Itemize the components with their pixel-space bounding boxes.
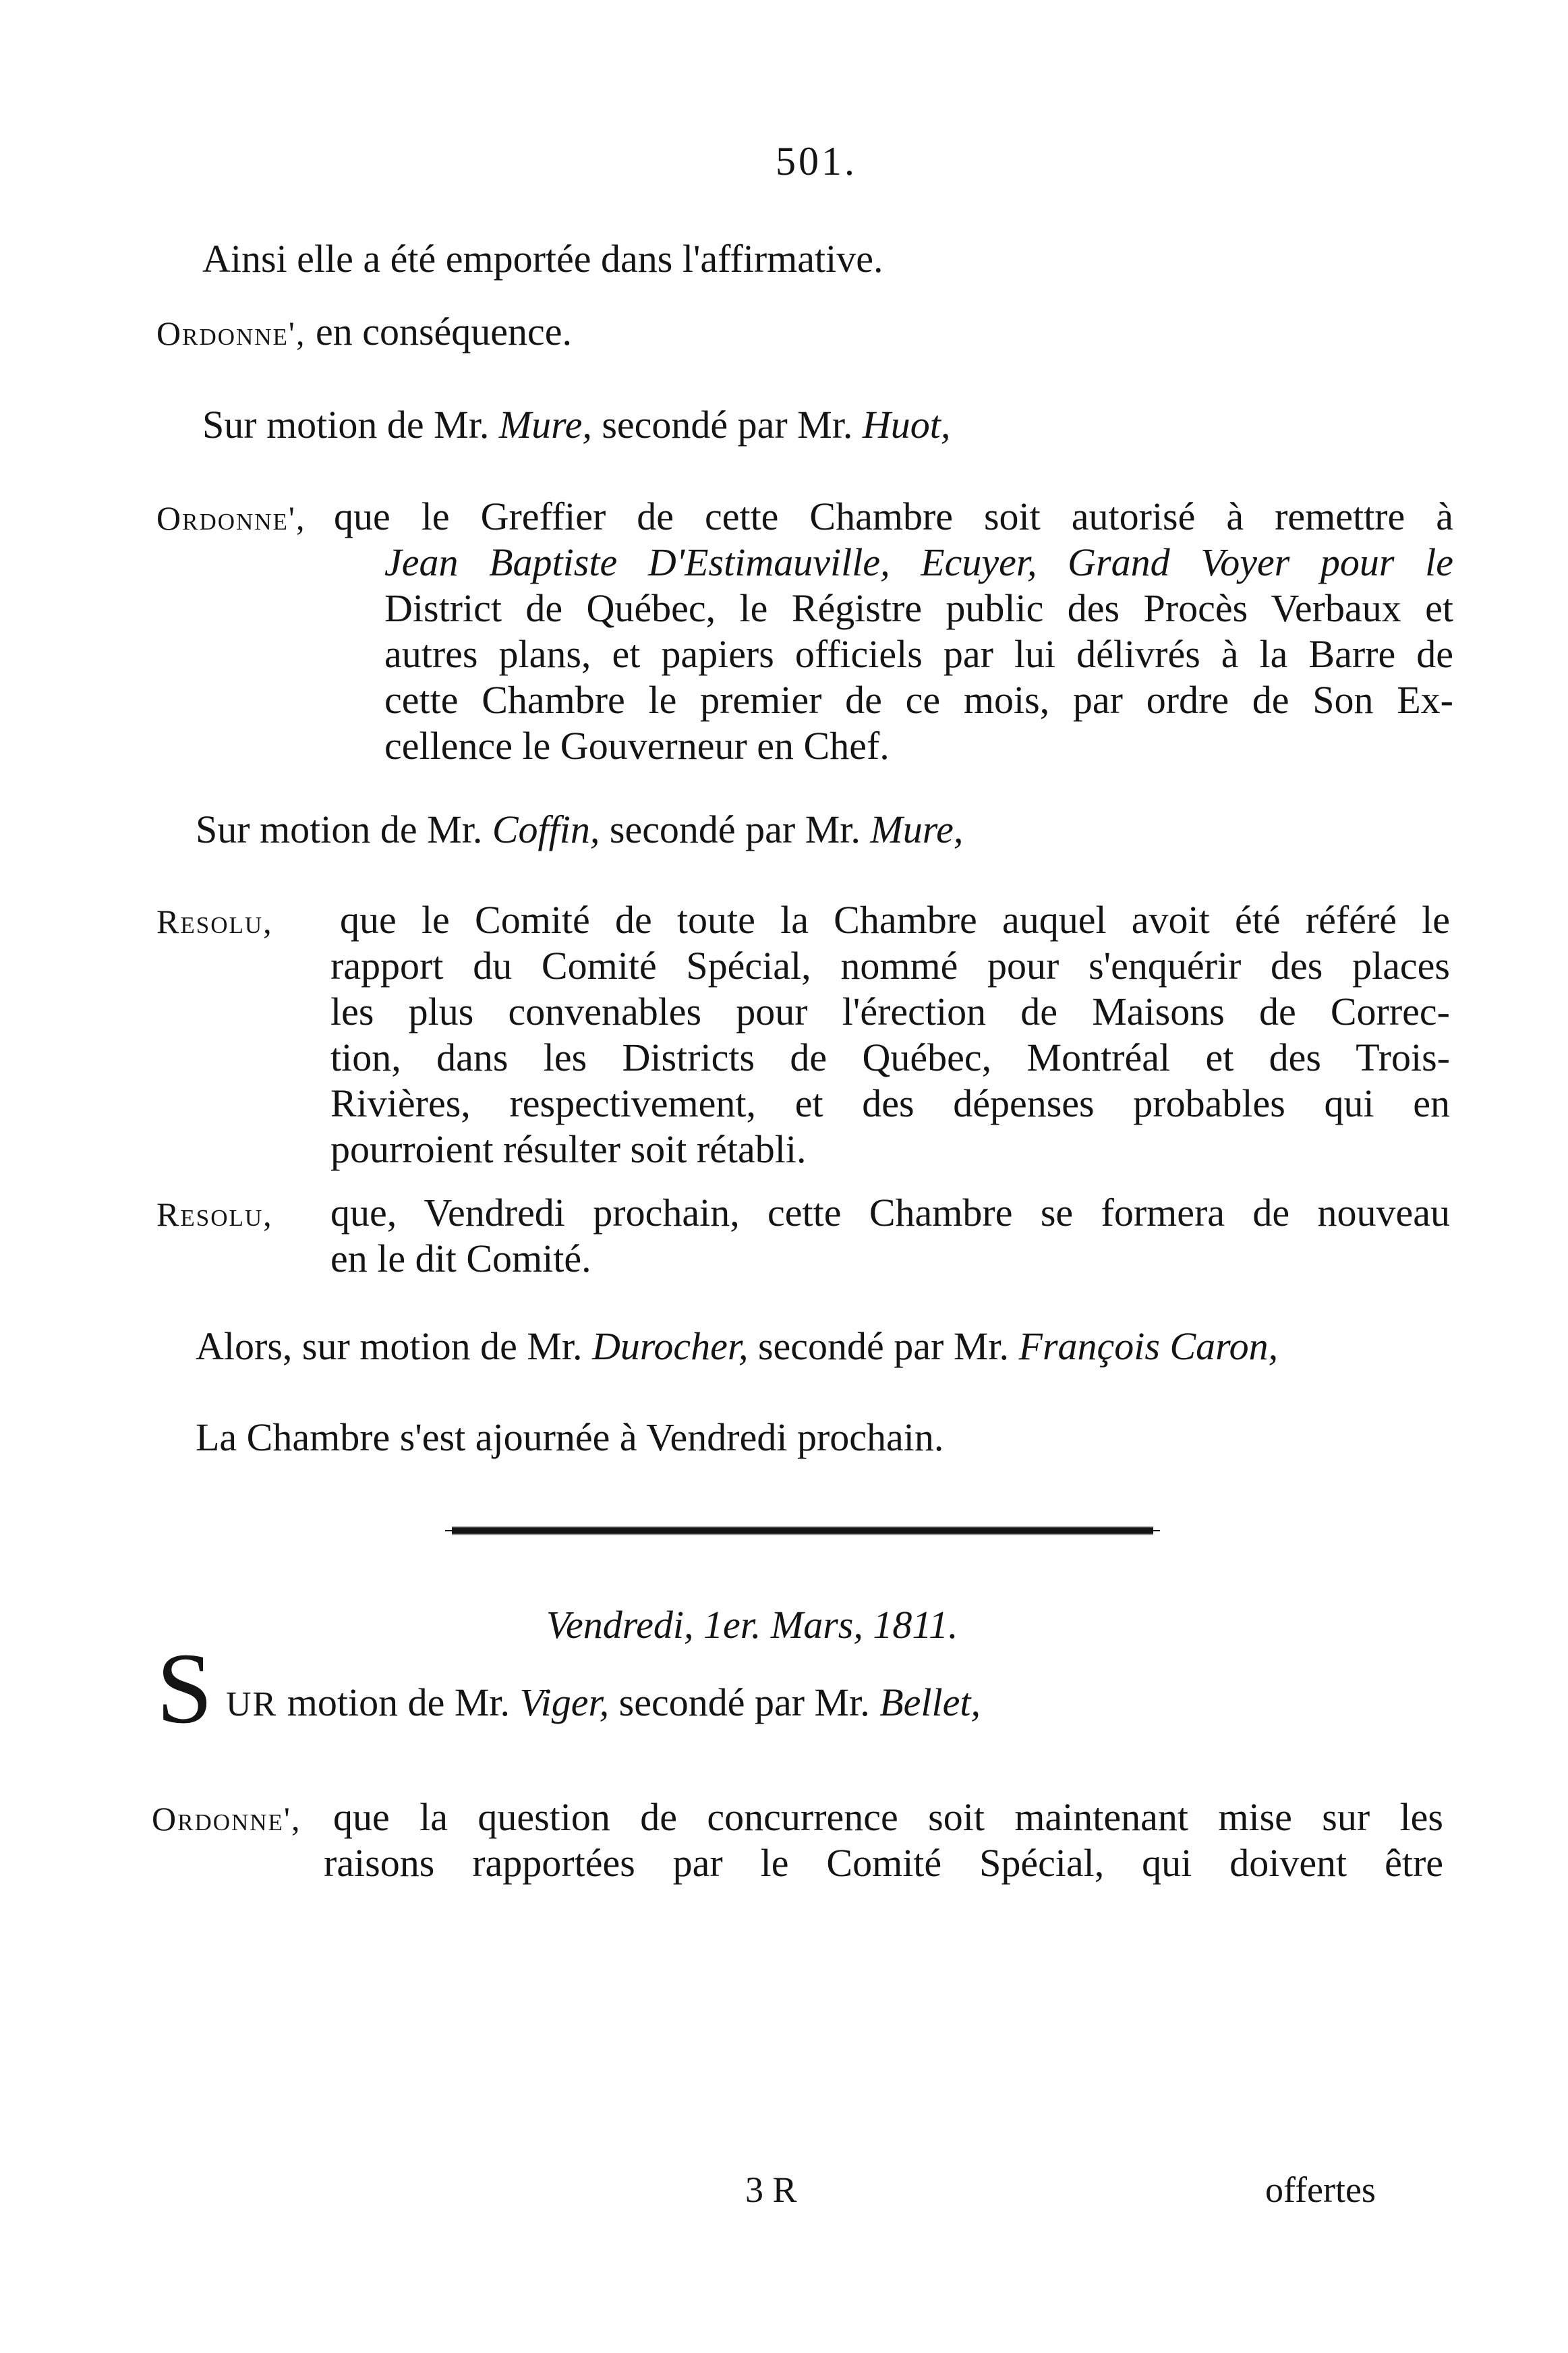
text-line: District de Québec, le Régistre public des Procès Verbaux et bbox=[384, 586, 1453, 630]
ordonne-label: Ordonne', bbox=[156, 314, 306, 352]
resolu-label: Resolu, bbox=[156, 903, 273, 940]
paragraph-ordonne-consequence bbox=[156, 309, 572, 356]
ordonne-greffier-body bbox=[334, 494, 1453, 769]
seconder-name: Bellet, bbox=[879, 1680, 981, 1724]
text-line: rapport du Comité Spécial, nommé pour s'enquérir des places bbox=[330, 944, 1450, 988]
motion-prefix: Sur motion de Mr. bbox=[202, 403, 490, 447]
ordonne-question-label-line bbox=[152, 1794, 301, 1842]
motion-prefix: motion de Mr. bbox=[287, 1680, 511, 1724]
resolu-label: Resolu, bbox=[156, 1195, 273, 1233]
ordonne-question-body bbox=[324, 1794, 1443, 1886]
text-line: autres plans, et papiers officiels par lui délivrés à la Barre de bbox=[384, 632, 1453, 676]
motion-viger-bellet bbox=[226, 1680, 981, 1728]
page-number: 501. bbox=[776, 139, 857, 183]
text-line: cellence le Gouverneur en Chef. bbox=[384, 724, 890, 768]
text-line: Jean Baptiste D'Estimauville, Ecuyer, Grand Voyer pour le bbox=[384, 540, 1453, 584]
text-line: Rivières, respectivement, et des dépenses probables qui en bbox=[330, 1081, 1450, 1125]
resolu-vendredi-body bbox=[330, 1190, 1450, 1282]
ordonne-label: Ordonne', bbox=[152, 1800, 301, 1838]
seconder-prefix: secondé par Mr. bbox=[602, 403, 853, 447]
text-line: tion, dans les Districts de Québec, Montréal et des Trois- bbox=[330, 1036, 1450, 1079]
resolu-label-line bbox=[156, 897, 273, 944]
mover-name: Viger, bbox=[519, 1680, 610, 1724]
seconder-name: Mure, bbox=[870, 807, 964, 851]
motion-coffin-mure bbox=[196, 807, 963, 853]
seconder-name: Huot, bbox=[862, 403, 951, 447]
mover-name: Coffin, bbox=[492, 807, 600, 851]
text-line: raisons rapportées par le Comité Spécial, qui doivent être bbox=[324, 1841, 1443, 1885]
ordonne-greffier-label-line bbox=[156, 494, 306, 541]
seconder-name: François Caron, bbox=[1018, 1324, 1279, 1368]
text-line: les plus convenables pour l'érection de Maisons de Correc- bbox=[330, 990, 1450, 1033]
motion-durocher-caron bbox=[196, 1324, 1278, 1369]
text-line: que le Greffier de cette Chambre soit autorisé à remettre à bbox=[334, 494, 1453, 538]
seconder-prefix: secondé par Mr. bbox=[609, 807, 861, 851]
seconder-prefix: secondé par Mr. bbox=[757, 1324, 1010, 1368]
section-divider-rule bbox=[452, 1526, 1153, 1535]
motion-mure-huot bbox=[202, 402, 950, 448]
text-line: pourroient résulter soit rétabli. bbox=[330, 1127, 807, 1171]
catchword: offertes bbox=[1265, 2170, 1376, 2210]
mover-name: Durocher, bbox=[592, 1324, 749, 1368]
dropcap-continuation: UR bbox=[226, 1685, 278, 1724]
text-line: que la question de concurrence soit maintenant mise sur les bbox=[333, 1795, 1443, 1839]
adjournment-line: La Chambre s'est ajournée à Vendredi prochain. bbox=[196, 1415, 944, 1459]
signature-mark: 3 R bbox=[745, 2170, 797, 2210]
ordonne-label: Ordonne', bbox=[156, 499, 306, 537]
text-line: que le Comité de toute la Chambre auquel avoit été référé le bbox=[340, 898, 1450, 942]
resolu-label-line-2 bbox=[156, 1190, 273, 1237]
motion-prefix: Alors, sur motion de Mr. bbox=[196, 1324, 583, 1368]
text-line: que, Vendredi prochain, cette Chambre se formera de nouveau bbox=[330, 1191, 1450, 1235]
dateline: Vendredi, 1er. Mars, 1811. bbox=[546, 1603, 958, 1647]
mover-name: Mure, bbox=[498, 403, 592, 447]
paragraph-affirmative: Ainsi elle a été emportée dans l'affirmative. bbox=[202, 237, 883, 281]
text-line: en le dit Comité. bbox=[330, 1237, 591, 1280]
seconder-prefix: secondé par Mr. bbox=[618, 1680, 870, 1724]
resolu-comite-body bbox=[330, 897, 1450, 1172]
motion-prefix: Sur motion de Mr. bbox=[196, 807, 483, 851]
drop-cap: S bbox=[156, 1633, 213, 1745]
text-line: cette Chambre le premier de ce mois, par ordre de Son Ex- bbox=[384, 678, 1453, 722]
ordonne-text: en conséquence. bbox=[315, 310, 572, 353]
